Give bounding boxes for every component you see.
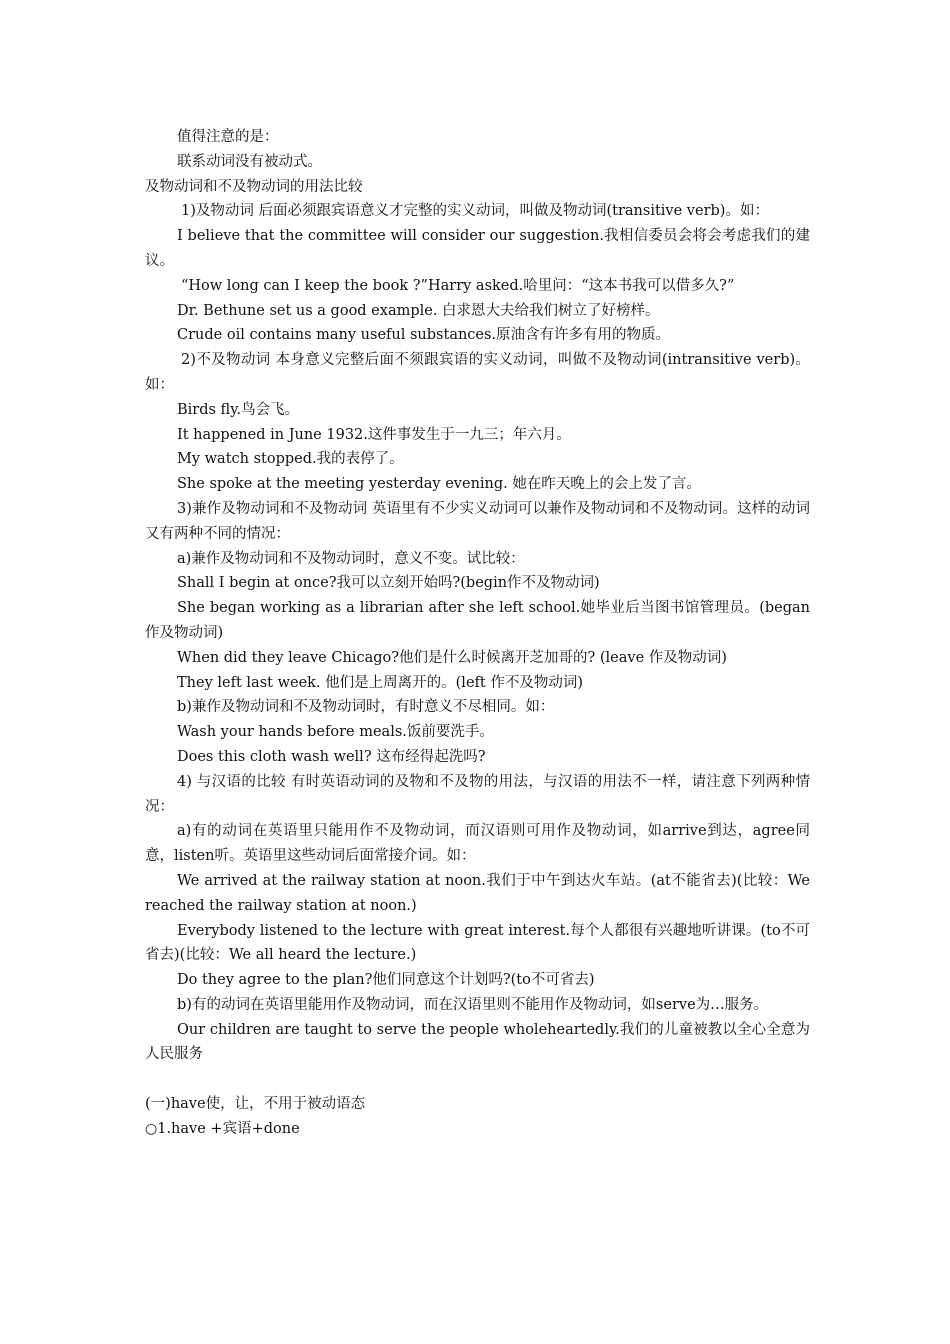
example-line: Does this cloth wash well? 这布经得起洗吗? [177, 748, 486, 765]
have-rule-1-text: 1.have +宾语+done [157, 1120, 300, 1137]
example-line: When did they leave Chicago?他们是什么时候离开芝加哥的? (leave 作及物动词) [177, 649, 727, 666]
have-rule-1 [145, 1117, 810, 1142]
note-linking-verb: 联系动词没有被动式。 [177, 153, 322, 170]
circle-bullet-icon: ○ [145, 1120, 158, 1137]
example-line: Do they agree to the plan?他们同意这个计划吗?(to不可省去) [177, 972, 595, 989]
example-line: We arrived at the railway station at noon.我们于中午到达火车站。(at不能省去)(比较：We reached the railway station at noon.) [145, 872, 810, 914]
subpoint-b: b)有的动词在英语里能用作及物动词，而在汉语里则不能用作及物动词，如serve为…服务。 [177, 996, 769, 1013]
blank-line [145, 1067, 810, 1092]
note-heading: 值得注意的是： [177, 129, 279, 145]
example-line: I believe that the committee will consider our suggestion.我相信委员会将会考虑我们的建议。 [145, 228, 810, 269]
example-line: Wash your hands before meals.饭前要洗手。 [177, 724, 494, 741]
example-line: She spoke at the meeting yesterday evening. 她在昨天晚上的会上发了言。 [177, 476, 701, 493]
subpoint-a: a)兼作及物动词和不及物动词时，意义不变。试比较： [177, 550, 525, 567]
example-line: It happened in June 1932.这件事发生于一九三；年六月。 [177, 426, 571, 443]
example-line: My watch stopped.我的表停了。 [177, 451, 404, 468]
paragraph-intransitive: 2)不及物动词 本身意义完整后面不须跟宾语的实义动词，叫做不及物动词(intransitive verb)。如： [145, 352, 810, 393]
example-line: They left last week. 他们是上周离开的。(left 作不及物动词) [177, 674, 583, 691]
section-heading: 及物动词和不及物动词的用法比较 [145, 178, 363, 195]
paragraph-both: 3)兼作及物动词和不及物动词 英语里有不少实义动词可以兼作及物动词和不及物动词。这样的动词又有两种不同的情况： [145, 500, 810, 542]
example-line: Crude oil contains many useful substances.原油含有许多有用的物质。 [177, 327, 671, 344]
have-heading: (一)have使，让，不用于被动语态 [145, 1096, 366, 1113]
paragraph-transitive: 1)及物动词 后面必须跟宾语意义才完整的实义动词，叫做及物动词(transitive verb)。如： [181, 203, 769, 220]
example-line: Birds fly.鸟会飞。 [177, 401, 300, 418]
document-page [145, 125, 810, 1142]
example-line: “How long can I keep the book ?”Harry asked.哈里问：“这本书我可以借多久?” [181, 277, 735, 294]
example-line: Shall I begin at once?我可以立刻开始吗?(begin作不及物动词) [177, 575, 600, 592]
subpoint-b: b)兼作及物动词和不及物动词时，有时意义不尽相同。如： [177, 699, 555, 716]
example-line: She began working as a librarian after she left school.她毕业后当图书馆管理员。(began作及物动词) [145, 600, 810, 641]
example-line: Dr. Bethune set us a good example. 白求恩大夫给我们树立了好榜样。 [177, 302, 660, 319]
example-line: Our children are taught to serve the people wholeheartedly.我们的儿童被教以全心全意为人民服务 [145, 1021, 810, 1063]
example-line: Everybody listened to the lecture with great interest.每个人都很有兴趣地听讲课。(to不可省去)(比较：We all heard the lecture.) [145, 922, 810, 964]
paragraph-comparison: 4) 与汉语的比较 有时英语动词的及物和不及物的用法，与汉语的用法不一样，请注意下列两种情况： [145, 773, 810, 815]
subpoint-a: a)有的动词在英语里只能用作不及物动词，而汉语则可用作及物动词，如arrive到达，agree同意，listen听。英语里这些动词后面常接介词。如： [145, 823, 810, 865]
